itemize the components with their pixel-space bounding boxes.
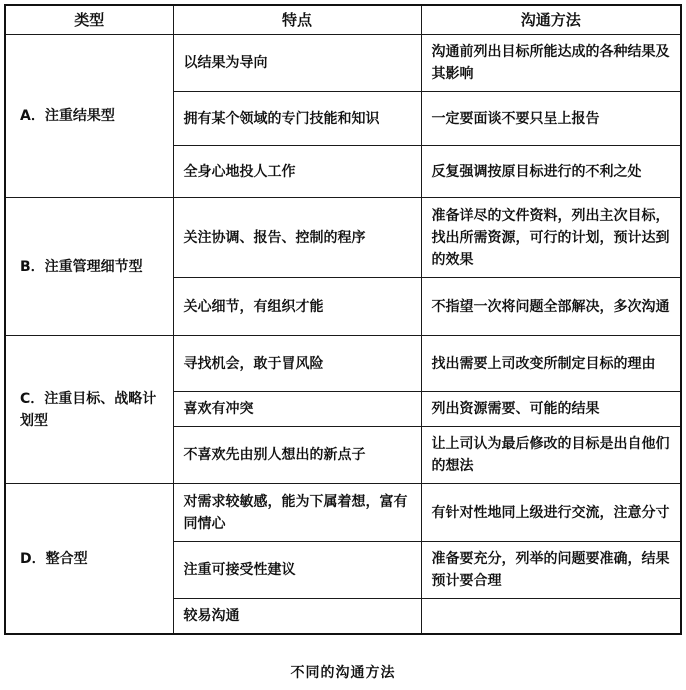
feature-cell: 关注协调、报告、控制的程序 (173, 198, 421, 278)
method-cell: 反复强调按原目标进行的不利之处 (421, 146, 681, 198)
feature-cell: 寻找机会，敢于冒风险 (173, 336, 421, 392)
type-cell-a: A．注重结果型 (5, 35, 173, 198)
type-cell-b: B．注重管理细节型 (5, 198, 173, 336)
header-feature: 特点 (173, 5, 421, 35)
type-cell-c: C．注重目标、战略计划型 (5, 336, 173, 484)
feature-cell: 不喜欢先由别人想出的新点子 (173, 427, 421, 484)
feature-cell: 注重可接受性建议 (173, 542, 421, 599)
feature-cell: 全身心地投人工作 (173, 146, 421, 198)
method-cell: 列出资源需要、可能的结果 (421, 392, 681, 427)
feature-cell: 喜欢有冲突 (173, 392, 421, 427)
header-method: 沟通方法 (421, 5, 681, 35)
feature-cell: 以结果为导向 (173, 35, 421, 92)
type-cell-d: D．整合型 (5, 484, 173, 635)
method-cell: 找出需要上司改变所制定目标的理由 (421, 336, 681, 392)
method-cell: 沟通前列出目标所能达成的各种结果及其影响 (421, 35, 681, 92)
table-row (5, 484, 681, 542)
table-caption: 不同的沟通方法 (290, 665, 396, 681)
table-row (5, 336, 681, 392)
feature-cell: 关心细节，有组织才能 (173, 278, 421, 336)
method-cell (421, 599, 681, 635)
method-cell: 让上司认为最后修改的目标是出自他们的想法 (421, 427, 681, 484)
table-header-row (5, 5, 681, 35)
table-row (5, 198, 681, 278)
method-cell: 准备详尽的文件资料，列出主次目标，找出所需资源，可行的计划，预计达到的效果 (421, 198, 681, 278)
feature-cell: 较易沟通 (173, 599, 421, 635)
feature-cell: 对需求较敏感，能为下属着想，富有同情心 (173, 484, 421, 542)
table-row (5, 35, 681, 92)
method-cell: 不指望一次将问题全部解决，多次沟通 (421, 278, 681, 336)
method-cell: 一定要面谈不要只呈上报告 (421, 92, 681, 146)
method-cell: 准备要充分，列举的问题要准确，结果预计要合理 (421, 542, 681, 599)
communication-methods-table (4, 4, 682, 635)
method-cell: 有针对性地同上级进行交流，注意分寸 (421, 484, 681, 542)
header-type: 类型 (5, 5, 173, 35)
feature-cell: 拥有某个领域的专门技能和知识 (173, 92, 421, 146)
